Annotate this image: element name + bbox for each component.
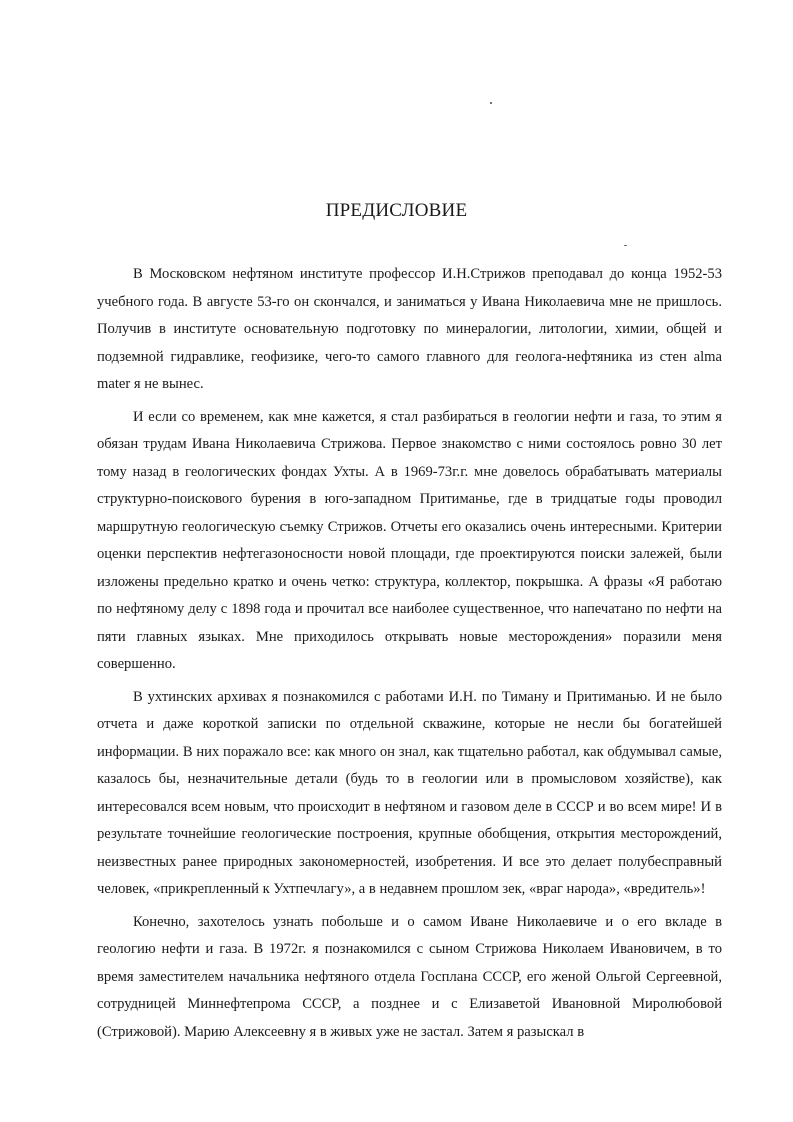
scan-speck bbox=[624, 245, 627, 246]
page-title: ПРЕДИСЛОВИЕ bbox=[325, 200, 468, 221]
body-text bbox=[97, 261, 722, 1046]
paragraph-2: И если со временем, как мне кажется, я стал разбираться в геологии нефти и газа, то этим я обязан трудам Ивана Николаевича Стрижова. Первое знакомство с ними состоялось ровно 30 лет тому назад в геологических фондах Ухты. А в 1969-73г.г. мне довелось обрабатывать материалы структурно-поискового бурения в юго-западном Притиманье, где в тридцатые годы проводил маршрутную геологическую съемку Стрижов. Отчеты его оказались очень интересными. Критерии оценки перспектив нефтегазоносности новой площади, где проектируются поиски залежей, были изложены предельно кратко и очень четко: структура, коллектор, покрышка. А фразы «Я работаю по нефтяному делу с 1898 года и прочитал все наиболее существенное, что напечатано по нефти на пяти главных языках. Мне приходилось открывать новые месторождения» поразили меня совершенно. bbox=[97, 408, 722, 672]
paragraph-3: В ухтинских архивах я познакомился с работами И.Н. по Тиману и Притиманью. И не было отчета и даже короткой записки по отдельной скважине, которые не несли бы богатейшей информации. В них поражало все: как много он знал, как тщательно работал, как обдумывал самые, казалось бы, незначительные детали (будь то в геологии или в промысловом хозяйстве), как интересовался всем новым, что происходит в нефтяном и газовом деле в СССР и во всем мире! И в результате точнейшие геологические построения, крупные обобщения, открытия месторождений, неизвестных ранее природных закономерностей, изобретения. И все это делает полубесправный человек, «прикрепленный к Ухтпечлагу», а в недавнем прошлом зек, «враг народа», «вредитель»! bbox=[97, 688, 722, 897]
paragraph-4: Конечно, захотелось узнать побольше и о самом Иване Николаевиче и о его вкладе в геологию нефти и газа. В 1972г. я познакомился с сыном Стрижова Николаем Ивановичем, в то время заместителем начальника нефтяного отдела Госплана СССР, его женой Ольгой Сергеевной, сотрудницей Миннефтепрома СССР, а позднее и с Елизаветой Ивановной Миролюбовой (Стрижовой). Марию Алексеевну я в живых уже не застал. Затем я разыскал в bbox=[97, 913, 722, 1040]
scan-speck bbox=[490, 102, 492, 104]
paragraph-1: В Московском нефтяном институте профессор И.Н.Стрижов преподавал до конца 1952-53 учебного года. В августе 53-го он скончался, и заниматься у Ивана Николаевича мне не пришлось. Получив в институте основательную подготовку по минералогии, литологии, химии, общей и подземной гидравлике, геофизике, чего-то самого главного для геолога-нефтяника из стен alma mater я не вынес. bbox=[97, 266, 722, 392]
